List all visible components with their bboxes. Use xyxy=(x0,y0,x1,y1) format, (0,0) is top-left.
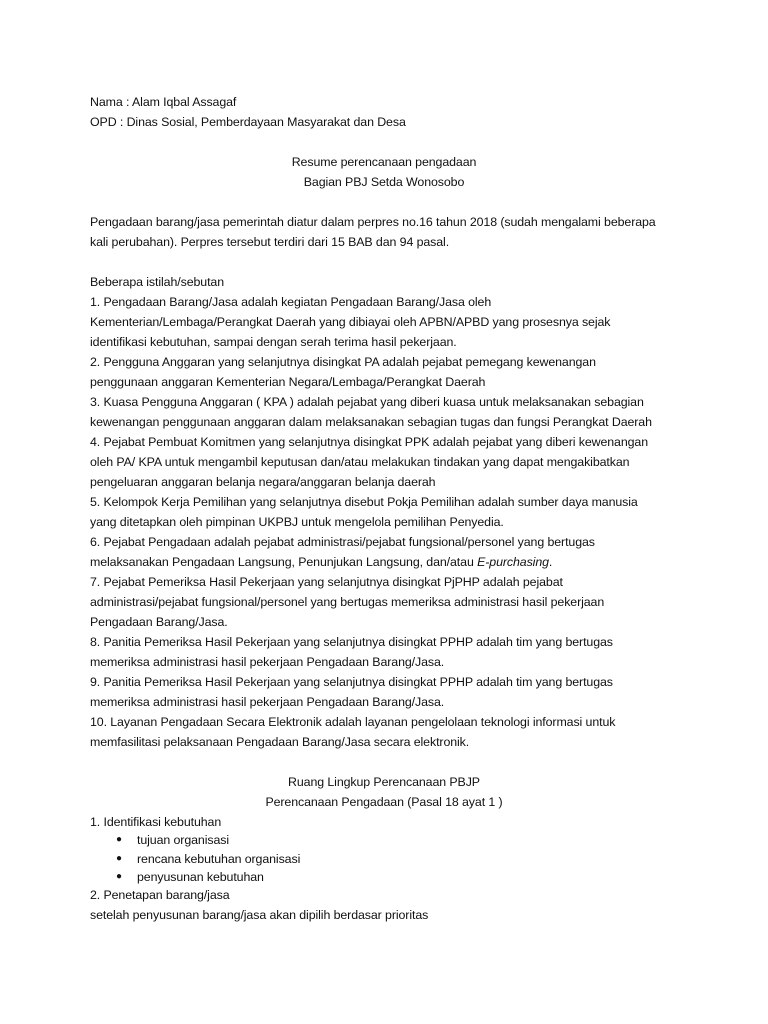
bullet-icon: ● xyxy=(116,853,122,864)
term-line: 4. Pejabat Pembuat Komitmen yang selanjutnya disingkat PPK adalah pejabat yang diberi kewenangan xyxy=(90,435,648,449)
scope-item-2: 2. Penetapan barang/jasa xyxy=(90,888,230,902)
term-line: Pengadaan Barang/Jasa. xyxy=(90,615,228,629)
bullet-item: rencana kebutuhan organisasi xyxy=(137,852,301,866)
term-line-text: melaksanakan Pengadaan Langsung, Penunjukan Langsung, dan/atau xyxy=(90,555,478,569)
term-line: memfasilitasi pelaksanaan Pengadaan Barang/Jasa secara elektronik. xyxy=(90,735,470,749)
term-line xyxy=(90,552,552,572)
terms-heading: Beberapa istilah/sebutan xyxy=(90,275,224,289)
term-line: memeriksa administrasi hasil pekerjaan Pengadaan Barang/Jasa. xyxy=(90,655,445,669)
term-line-tail: . xyxy=(548,555,553,569)
intro-line-2: kali perubahan). Perpres tersebut terdiri dari 15 BAB dan 94 pasal. xyxy=(90,235,450,249)
term-line: Kementerian/Lembaga/Perangkat Daerah yang dibiayai oleh APBN/APBD yang prosesnya sejak xyxy=(90,315,611,329)
scope-subtitle: Perencanaan Pengadaan (Pasal 18 ayat 1 ) xyxy=(265,795,503,809)
term-line: yang ditetapkan oleh pimpinan UKPBJ untuk mengelola pemilihan Penyedia. xyxy=(90,515,504,529)
term-line: 2. Pengguna Anggaran yang selanjutnya disingkat PA adalah pejabat pemegang kewenangan xyxy=(90,355,596,369)
term-line: 1. Pengadaan Barang/Jasa adalah kegiatan Pengadaan Barang/Jasa oleh xyxy=(90,295,492,309)
scope-item-1: 1. Identifikasi kebutuhan xyxy=(90,815,222,829)
term-line: memeriksa administrasi hasil pekerjaan Pengadaan Barang/Jasa. xyxy=(90,695,445,709)
term-line: 5. Kelompok Kerja Pemilihan yang selanjutnya disebut Pokja Pemilihan adalah sumber daya manusia xyxy=(90,495,638,509)
scope-title: Ruang Lingkup Perencanaan PBJP xyxy=(288,775,480,789)
e-purchasing-term: E-purchasing xyxy=(477,555,549,569)
term-line: pengeluaran anggaran belanja negara/anggaran belanja daerah xyxy=(90,475,436,489)
document-title: Resume perencanaan pengadaan xyxy=(291,155,477,169)
term-line: 8. Panitia Pemeriksa Hasil Pekerjaan yang selanjutnya disingkat PPHP adalah tim yang bertugas xyxy=(90,635,613,649)
term-line: 9. Panitia Pemeriksa Hasil Pekerjaan yang selanjutnya disingkat PPHP adalah tim yang bertugas xyxy=(90,675,613,689)
bullet-item: tujuan organisasi xyxy=(137,833,229,847)
document-subtitle: Bagian PBJ Setda Wonosobo xyxy=(303,175,465,189)
term-line: kewenangan penggunaan anggaran dalam melaksanakan sebagian tugas dan fungsi Perangkat Daerah xyxy=(90,415,652,429)
scope-item-2-text: setelah penyusunan barang/jasa akan dipilih berdasar prioritas xyxy=(90,908,429,922)
term-line: identifikasi kebutuhan, sampai dengan serah terima hasil pekerjaan. xyxy=(90,335,457,349)
term-line: 6. Pejabat Pengadaan adalah pejabat administrasi/pejabat fungsional/personel yang bertugas xyxy=(90,535,595,549)
term-line: 7. Pejabat Pemeriksa Hasil Pekerjaan yang selanjutnya disingkat PjPHP adalah pejabat xyxy=(90,575,563,589)
term-line: 10. Layanan Pengadaan Secara Elektronik adalah layanan pengelolaan teknologi informasi untuk xyxy=(90,715,616,729)
name-line: Nama : Alam Iqbal Assagaf xyxy=(90,95,237,109)
intro-line-1: Pengadaan barang/jasa pemerintah diatur dalam perpres no.16 tahun 2018 (sudah mengalami beberapa xyxy=(90,215,656,229)
term-line: penggunaan anggaran Kementerian Negara/Lembaga/Perangkat Daerah xyxy=(90,375,486,389)
term-line: 3. Kuasa Pengguna Anggaran ( KPA ) adalah pejabat yang diberi kuasa untuk melaksanakan sebagian xyxy=(90,395,644,409)
bullet-item: penyusunan kebutuhan xyxy=(137,870,264,884)
bullet-icon: ● xyxy=(116,871,122,882)
term-line: oleh PA/ KPA untuk mengambil keputusan dan/atau melakukan tindakan yang dapat mengakibatkan xyxy=(90,455,630,469)
bullet-icon: ● xyxy=(116,834,122,845)
term-line: administrasi/pejabat fungsional/personel yang bertugas memeriksa administrasi hasil pekerjaan xyxy=(90,595,605,609)
opd-line: OPD : Dinas Sosial, Pemberdayaan Masyarakat dan Desa xyxy=(90,115,406,129)
